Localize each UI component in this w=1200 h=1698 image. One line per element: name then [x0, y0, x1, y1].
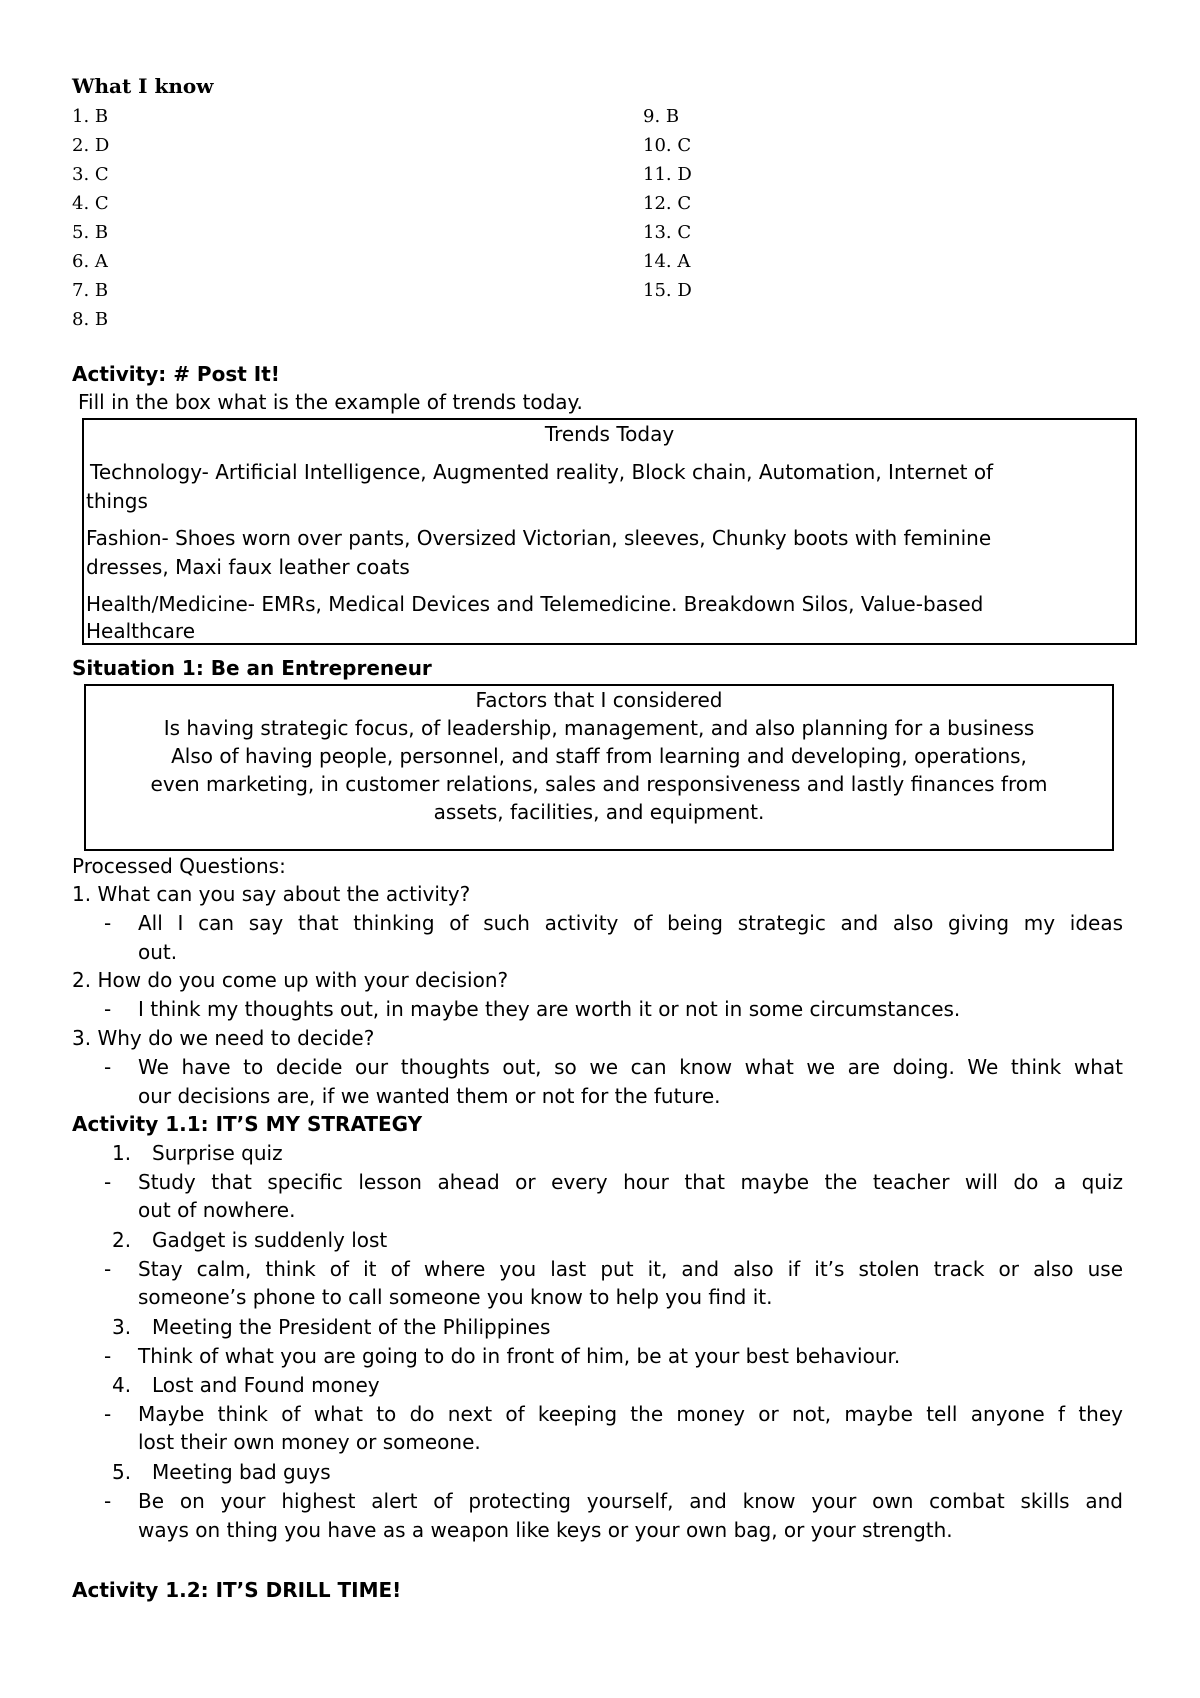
answer-item: 9. B — [643, 106, 680, 127]
factors-title: Factors that I considered — [475, 688, 723, 712]
strategy-title: Meeting the President of the Philippines — [152, 1315, 551, 1339]
answer-item: 4. C — [72, 193, 109, 214]
answer-line: We have to decide our thoughts out, so we can know what we are doing. We think what — [138, 1055, 1123, 1079]
answer-item: 6. A — [72, 251, 108, 272]
strategy-answer-line: Stay calm, think of it of where you last put it, and also if it’s stolen track or also use — [138, 1257, 1123, 1281]
strategy-title: Surprise quiz — [152, 1141, 283, 1165]
strategy-answer-line: Study that specific lesson ahead or every hour that maybe the teacher will do a quiz — [138, 1170, 1123, 1194]
question: 3. Why do we need to decide? — [72, 1026, 375, 1050]
strategy-answer-line: ways on thing you have as a weapon like keys or your own bag, or your strength. — [138, 1518, 953, 1542]
bullet: - — [104, 1344, 112, 1368]
factors-line: even marketing, in customer relations, sales and responsiveness and lastly finances from — [150, 772, 1048, 796]
strategy-answer-line: Maybe think of what to do next of keeping the money or not, maybe tell anyone f they — [138, 1402, 1123, 1426]
answer-item: 5. B — [72, 222, 109, 243]
strategy-number: 3. — [112, 1315, 132, 1339]
trend-line: Health/Medicine- EMRs, Medical Devices and Telemedicine. Breakdown Silos, Value-based — [86, 592, 984, 616]
answer-item: 1. B — [72, 106, 109, 127]
question: 1. What can you say about the activity? — [72, 882, 471, 906]
strategy-answer-line: out of nowhere. — [138, 1198, 296, 1222]
answer-item: 10. C — [643, 135, 692, 156]
answer-item: 14. A — [643, 251, 691, 272]
trend-line: things — [86, 489, 148, 513]
strategy-number: 1. — [112, 1141, 132, 1165]
factors-box — [84, 684, 1114, 851]
answer-item: 15. D — [643, 280, 692, 301]
factors-line: assets, facilities, and equipment. — [433, 800, 765, 824]
bullet: - — [104, 1170, 112, 1194]
trends-today-box — [82, 418, 1137, 645]
answer-line: I think my thoughts out, in maybe they are worth it or not in some circumstances. — [138, 997, 961, 1021]
strategy-title: Meeting bad guys — [152, 1460, 331, 1484]
bullet: - — [104, 1055, 112, 1079]
factors-line: Also of having people, personnel, and staff from learning and developing, operations, — [171, 744, 1027, 768]
what-i-know-heading: What I know — [72, 74, 214, 98]
question: 2. How do you come up with your decision? — [72, 968, 509, 992]
post-it-instruction: Fill in the box what is the example of trends today. — [78, 390, 583, 414]
trend-line: Fashion- Shoes worn over pants, Oversized Victorian, sleeves, Chunky boots with feminine — [86, 526, 992, 550]
answer-item: 7. B — [72, 280, 109, 301]
post-it-heading: Activity: # Post It! — [72, 362, 280, 386]
answer-line: out. — [138, 940, 178, 964]
activity-1-2-heading: Activity 1.2: IT’S DRILL TIME! — [72, 1578, 402, 1602]
strategy-title: Lost and Found money — [152, 1373, 380, 1397]
answer-item: 11. D — [643, 164, 692, 185]
processed-questions-heading: Processed Questions: — [72, 854, 286, 878]
answer-item: 12. C — [643, 193, 692, 214]
bullet: - — [104, 997, 112, 1021]
factors-line: Is having strategic focus, of leadership, management, and also planning for a business — [163, 716, 1035, 740]
activity-1-1-heading: Activity 1.1: IT’S MY STRATEGY — [72, 1112, 423, 1136]
trend-line: Healthcare — [86, 619, 196, 643]
answer-line: All I can say that thinking of such activity of being strategic and also giving my ideas — [138, 911, 1123, 935]
strategy-number: 4. — [112, 1373, 132, 1397]
strategy-number: 5. — [112, 1460, 132, 1484]
strategy-answer-line: someone’s phone to call someone you know to help you find it. — [138, 1285, 773, 1309]
bullet: - — [104, 1257, 112, 1281]
answer-item: 8. B — [72, 309, 109, 330]
strategy-answer-line: Think of what you are going to do in front of him, be at your best behaviour. — [138, 1344, 901, 1368]
trend-line: Technology- Artificial Intelligence, Augmented reality, Block chain, Automation, Internet of — [90, 460, 994, 484]
bullet: - — [104, 1489, 112, 1513]
bullet: - — [104, 911, 112, 935]
bullet: - — [104, 1402, 112, 1426]
answer-item: 2. D — [72, 135, 110, 156]
answer-item: 13. C — [643, 222, 692, 243]
trends-today-title: Trends Today — [544, 422, 675, 446]
strategy-answer-line: Be on your highest alert of protecting yourself, and know your own combat skills and — [138, 1489, 1123, 1513]
trend-line: dresses, Maxi faux leather coats — [86, 555, 410, 579]
strategy-number: 2. — [112, 1228, 132, 1252]
answer-line: our decisions are, if we wanted them or not for the future. — [138, 1084, 721, 1108]
situation-1-heading: Situation 1: Be an Entrepreneur — [72, 656, 432, 680]
strategy-answer-line: lost their own money or someone. — [138, 1430, 481, 1454]
strategy-title: Gadget is suddenly lost — [152, 1228, 388, 1252]
answer-item: 3. C — [72, 164, 109, 185]
